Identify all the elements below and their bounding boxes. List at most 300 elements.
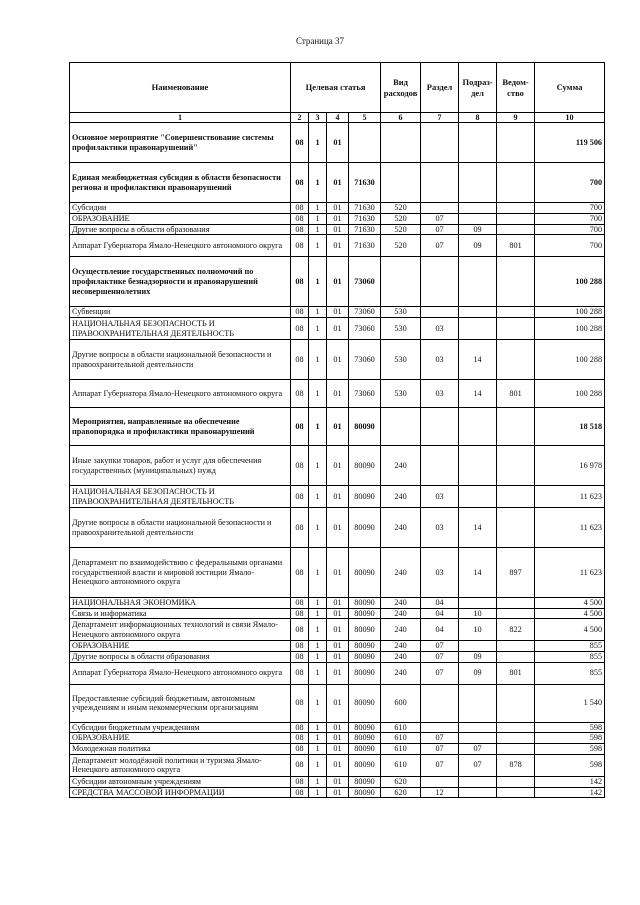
cell-target-subprogram: 1	[309, 619, 327, 641]
cell-subsection: 10	[459, 619, 497, 641]
cell-section: 03	[421, 508, 459, 548]
cell-section: 03	[421, 486, 459, 508]
cell-name: Другие вопросы в области национальной безопасности и правоохранительной деятельности	[70, 508, 291, 548]
column-number: 10	[535, 113, 605, 123]
cell-name: Связь и информатика	[70, 608, 291, 619]
cell-target-event: 01	[327, 380, 349, 408]
cell-target-code: 80090	[349, 744, 381, 755]
cell-section: 03	[421, 340, 459, 380]
cell-subsection	[459, 163, 497, 203]
cell-expense-type: 600	[381, 684, 421, 722]
table-row	[70, 224, 605, 235]
col-header-name: Наименование	[70, 63, 291, 113]
cell-subsection: 09	[459, 224, 497, 235]
cell-subsection	[459, 641, 497, 652]
cell-target-program: 08	[291, 408, 309, 446]
cell-target-code: 80090	[349, 619, 381, 641]
cell-target-code: 71630	[349, 224, 381, 235]
cell-expense-type: 520	[381, 214, 421, 225]
cell-amount: 700	[535, 235, 605, 257]
cell-target-event: 01	[327, 744, 349, 755]
cell-target-event: 01	[327, 787, 349, 798]
col-header-vid: Вид расходов	[381, 63, 421, 113]
cell-amount: 11 623	[535, 548, 605, 598]
cell-target-code: 80090	[349, 733, 381, 744]
cell-section	[421, 446, 459, 486]
cell-target-program: 08	[291, 744, 309, 755]
cell-target-subprogram: 1	[309, 307, 327, 318]
cell-target-program: 08	[291, 380, 309, 408]
cell-section: 07	[421, 733, 459, 744]
cell-subsection	[459, 446, 497, 486]
col-header-podrazdel: Подраз-дел	[459, 63, 497, 113]
cell-target-subprogram: 1	[309, 598, 327, 609]
col-header-razdel: Раздел	[421, 63, 459, 113]
cell-department: 878	[497, 754, 535, 776]
cell-target-event: 01	[327, 641, 349, 652]
cell-subsection	[459, 408, 497, 446]
cell-target-code	[349, 123, 381, 163]
col-header-summa: Сумма	[535, 63, 605, 113]
cell-target-program: 08	[291, 787, 309, 798]
table-row	[70, 307, 605, 318]
cell-target-event: 01	[327, 340, 349, 380]
cell-amount: 855	[535, 652, 605, 663]
cell-target-subprogram: 1	[309, 163, 327, 203]
cell-department	[497, 446, 535, 486]
cell-target-program: 08	[291, 163, 309, 203]
table-row	[70, 722, 605, 733]
table-body	[70, 123, 605, 798]
cell-department	[497, 257, 535, 307]
table-row	[70, 776, 605, 787]
cell-target-subprogram: 1	[309, 662, 327, 684]
cell-target-program: 08	[291, 508, 309, 548]
cell-section	[421, 163, 459, 203]
cell-amount: 700	[535, 203, 605, 214]
cell-target-program: 08	[291, 214, 309, 225]
cell-expense-type: 240	[381, 652, 421, 663]
cell-section	[421, 307, 459, 318]
cell-section: 03	[421, 380, 459, 408]
cell-subsection	[459, 776, 497, 787]
cell-name: ОБРАЗОВАНИЕ	[70, 733, 291, 744]
cell-target-event: 01	[327, 754, 349, 776]
cell-target-event: 01	[327, 214, 349, 225]
cell-target-program: 08	[291, 548, 309, 598]
cell-amount: 100 288	[535, 318, 605, 340]
cell-target-event: 01	[327, 548, 349, 598]
cell-target-code: 73060	[349, 318, 381, 340]
cell-target-event: 01	[327, 684, 349, 722]
column-number: 8	[459, 113, 497, 123]
cell-target-event: 01	[327, 408, 349, 446]
cell-amount: 18 518	[535, 408, 605, 446]
cell-target-program: 08	[291, 307, 309, 318]
cell-department	[497, 641, 535, 652]
cell-subsection	[459, 486, 497, 508]
cell-target-code: 71630	[349, 163, 381, 203]
column-number: 4	[327, 113, 349, 123]
cell-department	[497, 787, 535, 798]
cell-expense-type: 240	[381, 641, 421, 652]
cell-section: 07	[421, 744, 459, 755]
cell-name: Департамент информационных технологий и связи Ямало-Ненецкого автономного округа	[70, 619, 291, 641]
cell-target-program: 08	[291, 684, 309, 722]
cell-target-subprogram: 1	[309, 508, 327, 548]
column-number-row	[70, 113, 605, 123]
cell-section	[421, 408, 459, 446]
cell-subsection: 14	[459, 380, 497, 408]
cell-name: Другие вопросы в области национальной безопасности и правоохранительной деятельности	[70, 340, 291, 380]
cell-section	[421, 684, 459, 722]
cell-target-subprogram: 1	[309, 776, 327, 787]
cell-amount: 598	[535, 744, 605, 755]
cell-name: Основное мероприятие "Совершенствование системы профилактики правонарушений"	[70, 123, 291, 163]
header-row	[70, 63, 605, 113]
cell-name: Мероприятия, направленные на обеспечение правопорядка и профилактики правонарушений	[70, 408, 291, 446]
cell-department: 801	[497, 662, 535, 684]
table-row	[70, 548, 605, 598]
cell-target-subprogram: 1	[309, 203, 327, 214]
cell-target-event: 01	[327, 652, 349, 663]
table-row	[70, 754, 605, 776]
cell-name: ОБРАЗОВАНИЕ	[70, 641, 291, 652]
cell-section: 12	[421, 787, 459, 798]
cell-target-subprogram: 1	[309, 652, 327, 663]
cell-amount: 4 500	[535, 619, 605, 641]
cell-target-code: 80090	[349, 598, 381, 609]
cell-expense-type: 240	[381, 662, 421, 684]
cell-target-program: 08	[291, 641, 309, 652]
cell-subsection: 07	[459, 754, 497, 776]
cell-expense-type: 240	[381, 548, 421, 598]
cell-target-subprogram: 1	[309, 733, 327, 744]
cell-department	[497, 598, 535, 609]
cell-target-subprogram: 1	[309, 684, 327, 722]
cell-section: 03	[421, 548, 459, 598]
cell-amount: 100 288	[535, 380, 605, 408]
cell-target-event: 01	[327, 307, 349, 318]
cell-target-subprogram: 1	[309, 235, 327, 257]
cell-name: Другие вопросы в области образования	[70, 652, 291, 663]
cell-amount: 11 623	[535, 486, 605, 508]
cell-section: 04	[421, 598, 459, 609]
cell-target-code: 73060	[349, 380, 381, 408]
cell-expense-type	[381, 123, 421, 163]
cell-target-code: 80090	[349, 486, 381, 508]
cell-department	[497, 340, 535, 380]
cell-target-program: 08	[291, 486, 309, 508]
cell-amount: 598	[535, 754, 605, 776]
cell-department	[497, 203, 535, 214]
cell-target-code: 80090	[349, 787, 381, 798]
cell-expense-type: 240	[381, 619, 421, 641]
cell-target-subprogram: 1	[309, 744, 327, 755]
cell-section: 04	[421, 619, 459, 641]
cell-subsection	[459, 598, 497, 609]
cell-expense-type: 520	[381, 203, 421, 214]
cell-target-event: 01	[327, 203, 349, 214]
cell-target-code: 71630	[349, 203, 381, 214]
cell-target-program: 08	[291, 722, 309, 733]
table-row	[70, 123, 605, 163]
cell-department	[497, 722, 535, 733]
cell-expense-type: 520	[381, 235, 421, 257]
cell-expense-type: 610	[381, 722, 421, 733]
cell-name: Субсидии бюджетным учреждениям	[70, 722, 291, 733]
cell-target-program: 08	[291, 652, 309, 663]
cell-amount: 100 288	[535, 307, 605, 318]
cell-subsection	[459, 203, 497, 214]
cell-target-program: 08	[291, 598, 309, 609]
cell-target-program: 08	[291, 318, 309, 340]
table-row	[70, 619, 605, 641]
cell-section: 07	[421, 641, 459, 652]
cell-target-subprogram: 1	[309, 408, 327, 446]
cell-amount: 142	[535, 776, 605, 787]
cell-target-code: 73060	[349, 257, 381, 307]
cell-target-event: 01	[327, 733, 349, 744]
cell-amount: 11 623	[535, 508, 605, 548]
cell-target-event: 01	[327, 662, 349, 684]
table-row	[70, 408, 605, 446]
cell-subsection: 10	[459, 608, 497, 619]
table-row	[70, 203, 605, 214]
cell-target-code: 80090	[349, 446, 381, 486]
col-header-vedomstvo: Ведом-ство	[497, 63, 535, 113]
cell-expense-type: 240	[381, 446, 421, 486]
cell-subsection: 07	[459, 744, 497, 755]
cell-subsection: 14	[459, 508, 497, 548]
table-row	[70, 684, 605, 722]
cell-amount: 700	[535, 224, 605, 235]
cell-target-code: 80090	[349, 608, 381, 619]
cell-amount: 16 978	[535, 446, 605, 486]
cell-department	[497, 733, 535, 744]
column-number: 3	[309, 113, 327, 123]
cell-amount: 855	[535, 662, 605, 684]
cell-expense-type: 240	[381, 486, 421, 508]
table-row	[70, 652, 605, 663]
cell-target-program: 08	[291, 123, 309, 163]
cell-name: Аппарат Губернатора Ямало-Ненецкого автономного округа	[70, 380, 291, 408]
table-row	[70, 257, 605, 307]
cell-section: 07	[421, 652, 459, 663]
table-row	[70, 380, 605, 408]
cell-target-event: 01	[327, 235, 349, 257]
table-row	[70, 446, 605, 486]
cell-target-code: 80090	[349, 722, 381, 733]
cell-subsection: 09	[459, 662, 497, 684]
table-row	[70, 486, 605, 508]
column-number: 6	[381, 113, 421, 123]
cell-expense-type: 240	[381, 608, 421, 619]
cell-target-event: 01	[327, 318, 349, 340]
cell-amount: 119 506	[535, 123, 605, 163]
cell-target-event: 01	[327, 508, 349, 548]
cell-target-subprogram: 1	[309, 608, 327, 619]
cell-target-program: 08	[291, 257, 309, 307]
cell-name: НАЦИОНАЛЬНАЯ БЕЗОПАСНОСТЬ И ПРАВООХРАНИТЕЛЬНАЯ ДЕЯТЕЛЬНОСТЬ	[70, 318, 291, 340]
cell-department: 801	[497, 380, 535, 408]
col-header-target: Целевая статья	[291, 63, 381, 113]
cell-amount: 100 288	[535, 257, 605, 307]
cell-target-event: 01	[327, 598, 349, 609]
cell-department	[497, 307, 535, 318]
table-row	[70, 733, 605, 744]
table-row	[70, 641, 605, 652]
cell-target-program: 08	[291, 662, 309, 684]
cell-department	[497, 744, 535, 755]
table-row	[70, 744, 605, 755]
cell-subsection	[459, 318, 497, 340]
cell-target-event: 01	[327, 224, 349, 235]
cell-expense-type: 620	[381, 776, 421, 787]
cell-name: Аппарат Губернатора Ямало-Ненецкого автономного округа	[70, 235, 291, 257]
cell-name: Другие вопросы в области образования	[70, 224, 291, 235]
cell-target-program: 08	[291, 754, 309, 776]
cell-target-program: 08	[291, 446, 309, 486]
cell-amount: 1 540	[535, 684, 605, 722]
cell-section: 07	[421, 224, 459, 235]
cell-department: 801	[497, 235, 535, 257]
table-row	[70, 340, 605, 380]
cell-amount: 598	[535, 722, 605, 733]
cell-name: Иные закупки товаров, работ и услуг для обеспечения государственных (муниципальных) нужд	[70, 446, 291, 486]
table-row	[70, 508, 605, 548]
cell-expense-type: 620	[381, 787, 421, 798]
cell-name: Единая межбюджетная субсидия в области безопасности региона и профилактики правонарушений	[70, 163, 291, 203]
column-number: 9	[497, 113, 535, 123]
cell-section	[421, 722, 459, 733]
cell-name: Субсидии	[70, 203, 291, 214]
cell-target-event: 01	[327, 608, 349, 619]
cell-amount: 700	[535, 214, 605, 225]
cell-target-subprogram: 1	[309, 446, 327, 486]
cell-target-code: 80090	[349, 548, 381, 598]
cell-amount: 700	[535, 163, 605, 203]
cell-target-subprogram: 1	[309, 380, 327, 408]
cell-section: 04	[421, 608, 459, 619]
cell-name: СРЕДСТВА МАССОВОЙ ИНФОРМАЦИИ	[70, 787, 291, 798]
cell-subsection: 09	[459, 235, 497, 257]
cell-subsection	[459, 214, 497, 225]
cell-name: Департамент по взаимодействию с федеральными органами государственной власти и мировой юстиции Ямало-Ненецкого автономного округа	[70, 548, 291, 598]
cell-target-event: 01	[327, 163, 349, 203]
cell-target-program: 08	[291, 224, 309, 235]
cell-target-code: 80090	[349, 652, 381, 663]
cell-expense-type: 610	[381, 754, 421, 776]
cell-target-code: 80090	[349, 754, 381, 776]
cell-target-program: 08	[291, 340, 309, 380]
cell-name: НАЦИОНАЛЬНАЯ ЭКОНОМИКА	[70, 598, 291, 609]
cell-expense-type: 610	[381, 744, 421, 755]
table-row	[70, 214, 605, 225]
cell-expense-type: 610	[381, 733, 421, 744]
cell-target-subprogram: 1	[309, 257, 327, 307]
cell-target-program: 08	[291, 235, 309, 257]
cell-target-subprogram: 1	[309, 224, 327, 235]
cell-subsection	[459, 733, 497, 744]
cell-section	[421, 123, 459, 163]
column-number: 1	[70, 113, 291, 123]
cell-expense-type: 530	[381, 307, 421, 318]
cell-amount: 598	[535, 733, 605, 744]
cell-section	[421, 203, 459, 214]
cell-amount: 855	[535, 641, 605, 652]
column-number: 2	[291, 113, 309, 123]
column-number: 5	[349, 113, 381, 123]
cell-name: Аппарат Губернатора Ямало-Ненецкого автономного округа	[70, 662, 291, 684]
cell-amount: 100 288	[535, 340, 605, 380]
table-row	[70, 235, 605, 257]
table-row	[70, 318, 605, 340]
cell-subsection	[459, 123, 497, 163]
cell-target-event: 01	[327, 257, 349, 307]
cell-target-code: 80090	[349, 508, 381, 548]
cell-expense-type: 530	[381, 340, 421, 380]
cell-target-code: 80090	[349, 662, 381, 684]
cell-target-code: 80090	[349, 641, 381, 652]
cell-subsection	[459, 787, 497, 798]
cell-target-code: 80090	[349, 408, 381, 446]
cell-department	[497, 486, 535, 508]
cell-target-program: 08	[291, 608, 309, 619]
cell-target-subprogram: 1	[309, 340, 327, 380]
cell-target-code: 80090	[349, 684, 381, 722]
cell-target-event: 01	[327, 446, 349, 486]
cell-department	[497, 684, 535, 722]
cell-section	[421, 776, 459, 787]
cell-name: Предоставление субсидий бюджетным, автономным учреждениям и иным некоммерческим организациям	[70, 684, 291, 722]
cell-target-program: 08	[291, 619, 309, 641]
cell-target-event: 01	[327, 619, 349, 641]
cell-department	[497, 776, 535, 787]
cell-section	[421, 257, 459, 307]
cell-name: Молодежная политика	[70, 744, 291, 755]
cell-name: НАЦИОНАЛЬНАЯ БЕЗОПАСНОСТЬ И ПРАВООХРАНИТЕЛЬНАЯ ДЕЯТЕЛЬНОСТЬ	[70, 486, 291, 508]
cell-section: 07	[421, 214, 459, 225]
cell-expense-type	[381, 408, 421, 446]
cell-subsection	[459, 307, 497, 318]
cell-name: Осуществление государственных полномочий по профилактике безнадзорности и правонарушений несовершеннолетних	[70, 257, 291, 307]
cell-target-event: 01	[327, 722, 349, 733]
cell-target-subprogram: 1	[309, 486, 327, 508]
table-row	[70, 163, 605, 203]
cell-subsection	[459, 722, 497, 733]
cell-subsection: 14	[459, 548, 497, 598]
cell-target-subprogram: 1	[309, 787, 327, 798]
cell-section: 03	[421, 318, 459, 340]
cell-department	[497, 214, 535, 225]
cell-target-code: 73060	[349, 307, 381, 318]
cell-target-subprogram: 1	[309, 754, 327, 776]
cell-department	[497, 224, 535, 235]
cell-section: 07	[421, 235, 459, 257]
cell-target-event: 01	[327, 776, 349, 787]
table-row	[70, 608, 605, 619]
cell-amount: 4 500	[535, 598, 605, 609]
cell-expense-type: 240	[381, 598, 421, 609]
cell-expense-type: 520	[381, 224, 421, 235]
cell-department	[497, 123, 535, 163]
cell-name: Департамент молодёжной политики и туризма Ямало-Ненецкого автономного округа	[70, 754, 291, 776]
cell-department	[497, 163, 535, 203]
cell-department	[497, 608, 535, 619]
page-header: Страница 37	[295, 36, 345, 46]
cell-department	[497, 318, 535, 340]
